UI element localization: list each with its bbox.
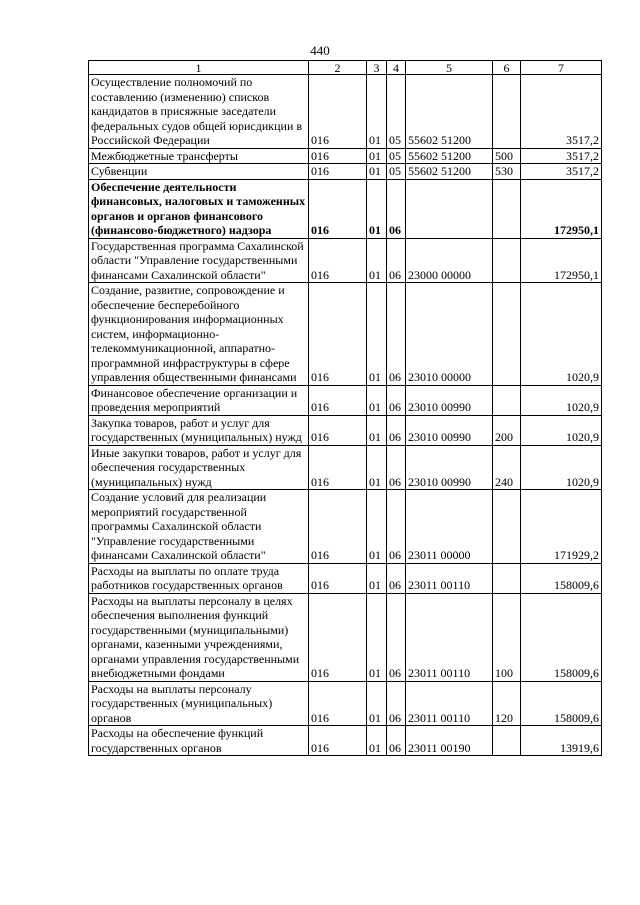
- admin-code-cell: 016: [309, 445, 367, 490]
- expense-type-cell: 100: [493, 593, 521, 681]
- row-name-cell: Расходы на выплаты по оплате труда работников государственных органов: [89, 563, 309, 593]
- amount-cell: 3517,2: [521, 75, 602, 149]
- row-name-cell: Расходы на выплаты персоналу в целях обеспечения выполнения функций государственными (муниципальными) органами, казенными учреждениями, органами управления государственными внебюджетными фондами: [89, 593, 309, 681]
- target-article-cell: 23011 00110: [406, 681, 493, 726]
- subsection-code-cell: 06: [387, 681, 406, 726]
- admin-code-cell: 016: [309, 726, 367, 756]
- subsection-code-cell: 06: [387, 385, 406, 415]
- section-code-cell: 01: [367, 593, 387, 681]
- target-article-cell: 23011 00190: [406, 726, 493, 756]
- row-name-cell: Обеспечение деятельности финансовых, налоговых и таможенных органов и органов финансового (финансово-бюджетного) надзора: [89, 179, 309, 238]
- subsection-code-cell: 05: [387, 164, 406, 180]
- target-article-cell: 55602 51200: [406, 164, 493, 180]
- section-code-cell: 01: [367, 490, 387, 564]
- header-cell: 3: [367, 61, 387, 75]
- admin-code-cell: 016: [309, 415, 367, 445]
- table-row: [89, 179, 602, 238]
- admin-code-cell: 016: [309, 75, 367, 149]
- section-code-cell: 01: [367, 283, 387, 386]
- admin-code-cell: 016: [309, 283, 367, 386]
- table-row: [89, 563, 602, 593]
- expense-type-cell: [493, 75, 521, 149]
- subsection-code-cell: 06: [387, 283, 406, 386]
- expense-type-cell: [493, 283, 521, 386]
- budget-table: [88, 60, 602, 756]
- subsection-code-cell: 06: [387, 490, 406, 564]
- expense-type-cell: 500: [493, 148, 521, 164]
- expense-type-cell: 530: [493, 164, 521, 180]
- target-article-cell: 23011 00110: [406, 593, 493, 681]
- amount-cell: 13919,6: [521, 726, 602, 756]
- amount-cell: 158009,6: [521, 593, 602, 681]
- row-name-cell: Расходы на выплаты персоналу государственных (муниципальных) органов: [89, 681, 309, 726]
- amount-cell: 1020,9: [521, 445, 602, 490]
- expense-type-cell: [493, 490, 521, 564]
- subsection-code-cell: 05: [387, 148, 406, 164]
- target-article-cell: [406, 179, 493, 238]
- row-name-cell: Создание, развитие, сопровождение и обеспечение бесперебойного функционирования информационных систем, информационно-телекоммуникационной, аппаратно-программной инфраструктуры в сфере управления общественными финансами: [89, 283, 309, 386]
- expense-type-cell: [493, 179, 521, 238]
- target-article-cell: 23010 00990: [406, 415, 493, 445]
- section-code-cell: 01: [367, 148, 387, 164]
- expense-type-cell: [493, 726, 521, 756]
- amount-cell: 3517,2: [521, 164, 602, 180]
- amount-cell: 172950,1: [521, 179, 602, 238]
- target-article-cell: 23010 00000: [406, 283, 493, 386]
- row-name-cell: Межбюджетные трансферты: [89, 148, 309, 164]
- table-row: [89, 490, 602, 564]
- header-cell: 1: [89, 61, 309, 75]
- admin-code-cell: 016: [309, 179, 367, 238]
- expense-type-cell: 240: [493, 445, 521, 490]
- section-code-cell: 01: [367, 445, 387, 490]
- table-row: [89, 415, 602, 445]
- subsection-code-cell: 06: [387, 593, 406, 681]
- expense-type-cell: [493, 238, 521, 283]
- admin-code-cell: 016: [309, 238, 367, 283]
- target-article-cell: 55602 51200: [406, 75, 493, 149]
- section-code-cell: 01: [367, 75, 387, 149]
- row-name-cell: Финансовое обеспечение организации и проведения мероприятий: [89, 385, 309, 415]
- target-article-cell: 23011 00110: [406, 563, 493, 593]
- amount-cell: 172950,1: [521, 238, 602, 283]
- section-code-cell: 01: [367, 385, 387, 415]
- admin-code-cell: 016: [309, 490, 367, 564]
- expense-type-cell: 200: [493, 415, 521, 445]
- table-row: [89, 726, 602, 756]
- target-article-cell: 23010 00990: [406, 385, 493, 415]
- table-row: [89, 148, 602, 164]
- row-name-cell: Закупка товаров, работ и услуг для государственных (муниципальных) нужд: [89, 415, 309, 445]
- page-number: 440: [310, 43, 330, 58]
- section-code-cell: 01: [367, 726, 387, 756]
- expense-type-cell: 120: [493, 681, 521, 726]
- header-cell: 5: [406, 61, 493, 75]
- header-cell: 7: [521, 61, 602, 75]
- admin-code-cell: 016: [309, 148, 367, 164]
- header-cell: 6: [493, 61, 521, 75]
- target-article-cell: 23010 00990: [406, 445, 493, 490]
- admin-code-cell: 016: [309, 563, 367, 593]
- amount-cell: 158009,6: [521, 563, 602, 593]
- subsection-code-cell: 06: [387, 445, 406, 490]
- section-code-cell: 01: [367, 238, 387, 283]
- table-row: [89, 238, 602, 283]
- table-row: [89, 283, 602, 386]
- row-name-cell: Расходы на обеспечение функций государственных органов: [89, 726, 309, 756]
- row-name-cell: Создание условий для реализации мероприятий государственной программы Сахалинской области "Управление государственными финансами Сахалинской области": [89, 490, 309, 564]
- table-row: [89, 681, 602, 726]
- row-name-cell: Иные закупки товаров, работ и услуг для обеспечения государственных (муниципальных) нужд: [89, 445, 309, 490]
- expense-type-cell: [493, 563, 521, 593]
- amount-cell: 158009,6: [521, 681, 602, 726]
- amount-cell: 1020,9: [521, 283, 602, 386]
- amount-cell: 1020,9: [521, 385, 602, 415]
- amount-cell: 1020,9: [521, 415, 602, 445]
- row-name-cell: Государственная программа Сахалинской области "Управление государственными финансами Сахалинской области": [89, 238, 309, 283]
- target-article-cell: 23000 00000: [406, 238, 493, 283]
- expense-type-cell: [493, 385, 521, 415]
- subsection-code-cell: 06: [387, 238, 406, 283]
- header-cell: 2: [309, 61, 367, 75]
- subsection-code-cell: 06: [387, 563, 406, 593]
- subsection-code-cell: 05: [387, 75, 406, 149]
- section-code-cell: 01: [367, 563, 387, 593]
- amount-cell: 171929,2: [521, 490, 602, 564]
- section-code-cell: 01: [367, 164, 387, 180]
- admin-code-cell: 016: [309, 593, 367, 681]
- section-code-cell: 01: [367, 681, 387, 726]
- target-article-cell: 55602 51200: [406, 148, 493, 164]
- admin-code-cell: 016: [309, 681, 367, 726]
- section-code-cell: 01: [367, 179, 387, 238]
- table-row: [89, 445, 602, 490]
- admin-code-cell: 016: [309, 164, 367, 180]
- header-cell: 4: [387, 61, 406, 75]
- subsection-code-cell: 06: [387, 179, 406, 238]
- table-row: [89, 385, 602, 415]
- table-header-row: [89, 61, 602, 75]
- row-name-cell: Осуществление полномочий по составлению (изменению) списков кандидатов в присяжные заседатели федеральных судов общей юрисдикции в Российской Федерации: [89, 75, 309, 149]
- admin-code-cell: 016: [309, 385, 367, 415]
- subsection-code-cell: 06: [387, 415, 406, 445]
- amount-cell: 3517,2: [521, 148, 602, 164]
- table-row: [89, 593, 602, 681]
- table-row: [89, 75, 602, 149]
- subsection-code-cell: 06: [387, 726, 406, 756]
- table-row: [89, 164, 602, 180]
- row-name-cell: Субвенции: [89, 164, 309, 180]
- target-article-cell: 23011 00000: [406, 490, 493, 564]
- section-code-cell: 01: [367, 415, 387, 445]
